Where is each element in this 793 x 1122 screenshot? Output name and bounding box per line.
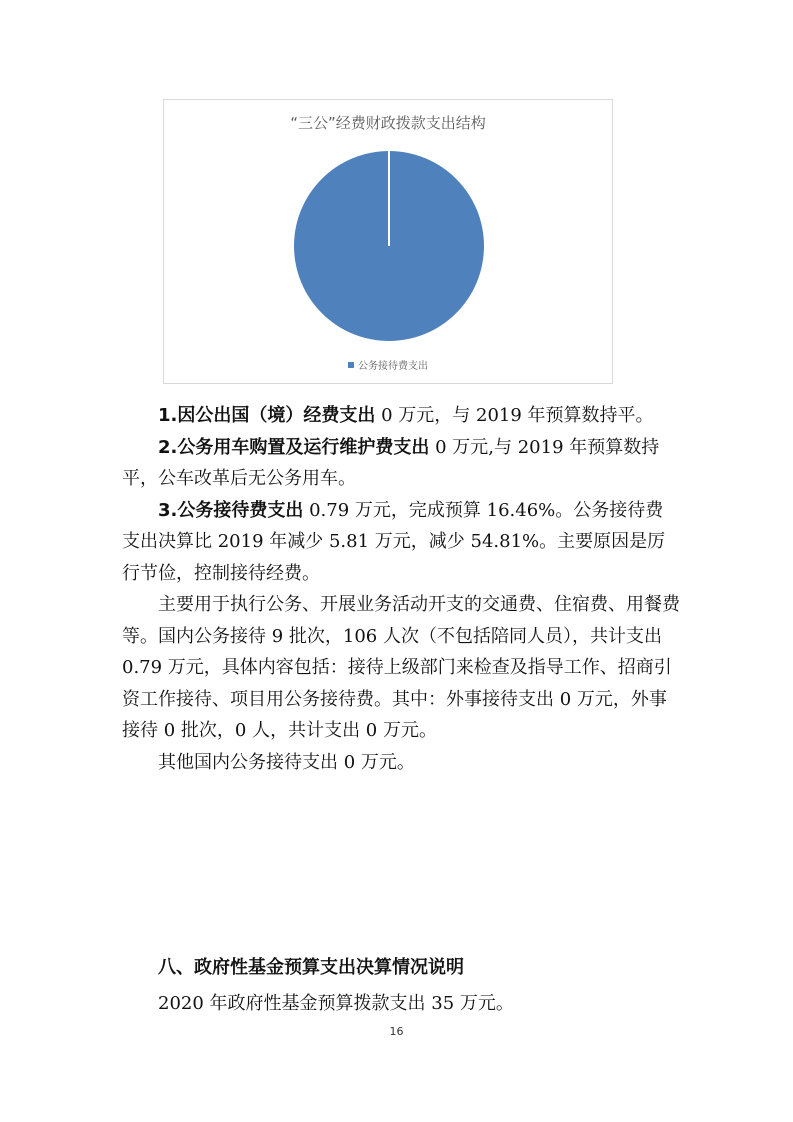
paragraph-5	[122, 747, 680, 779]
pie-chart-svg	[164, 100, 614, 385]
legend-label: 公务接待费支出	[358, 361, 428, 372]
paragraph-1	[122, 400, 680, 432]
section-heading: 八、政府性基金预算支出决算情况说明	[158, 957, 464, 978]
chart-title: “三公”经费财政拨款支出结构	[290, 114, 486, 132]
section-text-block	[122, 988, 680, 1020]
body-text	[122, 400, 680, 778]
legend-swatch	[348, 362, 354, 368]
paragraph-3-text: 0.79 万元，完成预算 16.46%。公务接待费支出决算比 2019 年减少 5.81 万元，减少 54.81%。主要原因是厉行节俭，控制接待经费。	[122, 499, 666, 584]
paragraph-2	[122, 432, 680, 495]
paragraph-4-text: 主要用于执行公务、开展业务活动开支的交通费、住宿费、用餐费等。国内公务接待 9 批次，106 人次（不包括陪同人员），共计支出 0.79 万元，具体内容包括：接待上级部门来检查及指导工作、招商引资工作接待、项目用公务接待费。其中：外事接待支出 0 万元，外事接待 0 批次，0 人，共计支出 0 万元。	[122, 594, 680, 741]
chart-legend	[164, 357, 612, 372]
paragraph-4	[122, 589, 680, 747]
paragraph-1-text: 0 万元，与 2019 年预算数持平。	[375, 405, 654, 426]
paragraph-3-bold: 3.公务接待费支出	[158, 499, 304, 521]
paragraph-2-text: 0 万元,与 2019 年预算数持平，公车改革后无公务用车。	[122, 436, 660, 489]
paragraph-3	[122, 495, 680, 590]
paragraph-5-text: 其他国内公务接待支出 0 万元。	[158, 751, 415, 773]
page-number: 16	[389, 1025, 404, 1038]
paragraph-1-bold: 1.因公出国（境）经费支出	[158, 405, 376, 426]
paragraph-2-bold: 2.公务用车购置及运行维护费支出	[158, 436, 430, 458]
pie-chart	[163, 99, 613, 384]
section-text: 2020 年政府性基金预算拨款支出 35 万元。	[158, 993, 514, 1014]
